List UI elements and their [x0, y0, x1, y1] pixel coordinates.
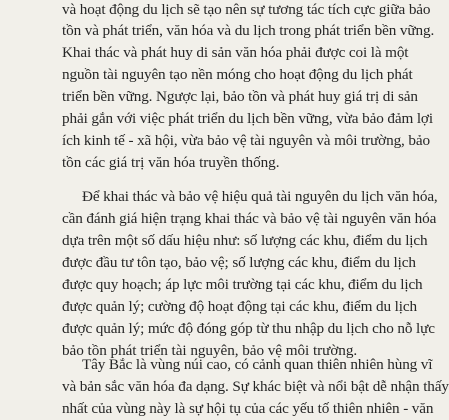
text-line-19: nhất của vùng này là sự hội tụ của các yếu tố thiên nhiên - văn — [62, 400, 434, 417]
text-line-1: và hoạt động du lịch sẽ tạo nên sự tương tác tích cực giữa bảo — [62, 1, 431, 18]
text-line-8: tồn các giá trị văn hóa truyền thống. — [62, 154, 280, 171]
text-line-18: và bản sắc văn hóa đa dạng. Sự khác biệt và nổi bật dễ nhận thấy — [62, 378, 449, 395]
text-line-16: bảo tồn phát triển tài nguyên, bảo vệ môi trường. — [62, 342, 358, 359]
text-line-4: nguồn tài nguyên tạo nền móng cho hoạt động du lịch phát — [62, 66, 413, 83]
text-line-3: Khai thác và phát huy di sản văn hóa phải được coi là một — [62, 44, 409, 61]
text-line-11: dựa trên một số dấu hiệu như: số lượng các khu, điểm du lịch — [62, 232, 428, 249]
text-line-6: phải gắn với việc phát triển du lịch bền vững, vừa bảo đảm lợi — [62, 110, 433, 127]
text-line-5: triển bền vững. Ngược lại, bảo tồn và phát huy giá trị di sản — [62, 88, 418, 105]
text-line-12: được đầu tư tôn tạo, bảo vệ; số lượng các khu, điểm du lịch — [62, 254, 416, 271]
text-line-13: được quy hoạch; áp lực môi trường tại các khu, điểm du lịch — [62, 276, 423, 293]
text-line-10: cần đánh giá hiện trạng khai thác và bảo vệ tài nguyên văn hóa — [62, 210, 437, 227]
text-line-9: Để khai thác và bảo vệ hiệu quả tài nguyên du lịch văn hóa, — [82, 188, 438, 205]
text-line-7: ích kinh tế - xã hội, vừa bảo vệ tài nguyên và môi trường, bảo — [62, 132, 430, 149]
text-line-14: được quản lý; cường độ hoạt động tại các khu, điểm du lịch — [62, 298, 417, 315]
text-line-2: tồn và phát triển, văn hóa và du lịch trong phát triển bền vững. — [62, 22, 435, 39]
text-line-17: Tây Bắc là vùng núi cao, có cảnh quan thiên nhiên hùng vĩ — [82, 356, 433, 373]
text-line-15: được quản lý; mức độ đóng góp từ thu nhập du lịch cho nỗ lực — [62, 320, 435, 337]
